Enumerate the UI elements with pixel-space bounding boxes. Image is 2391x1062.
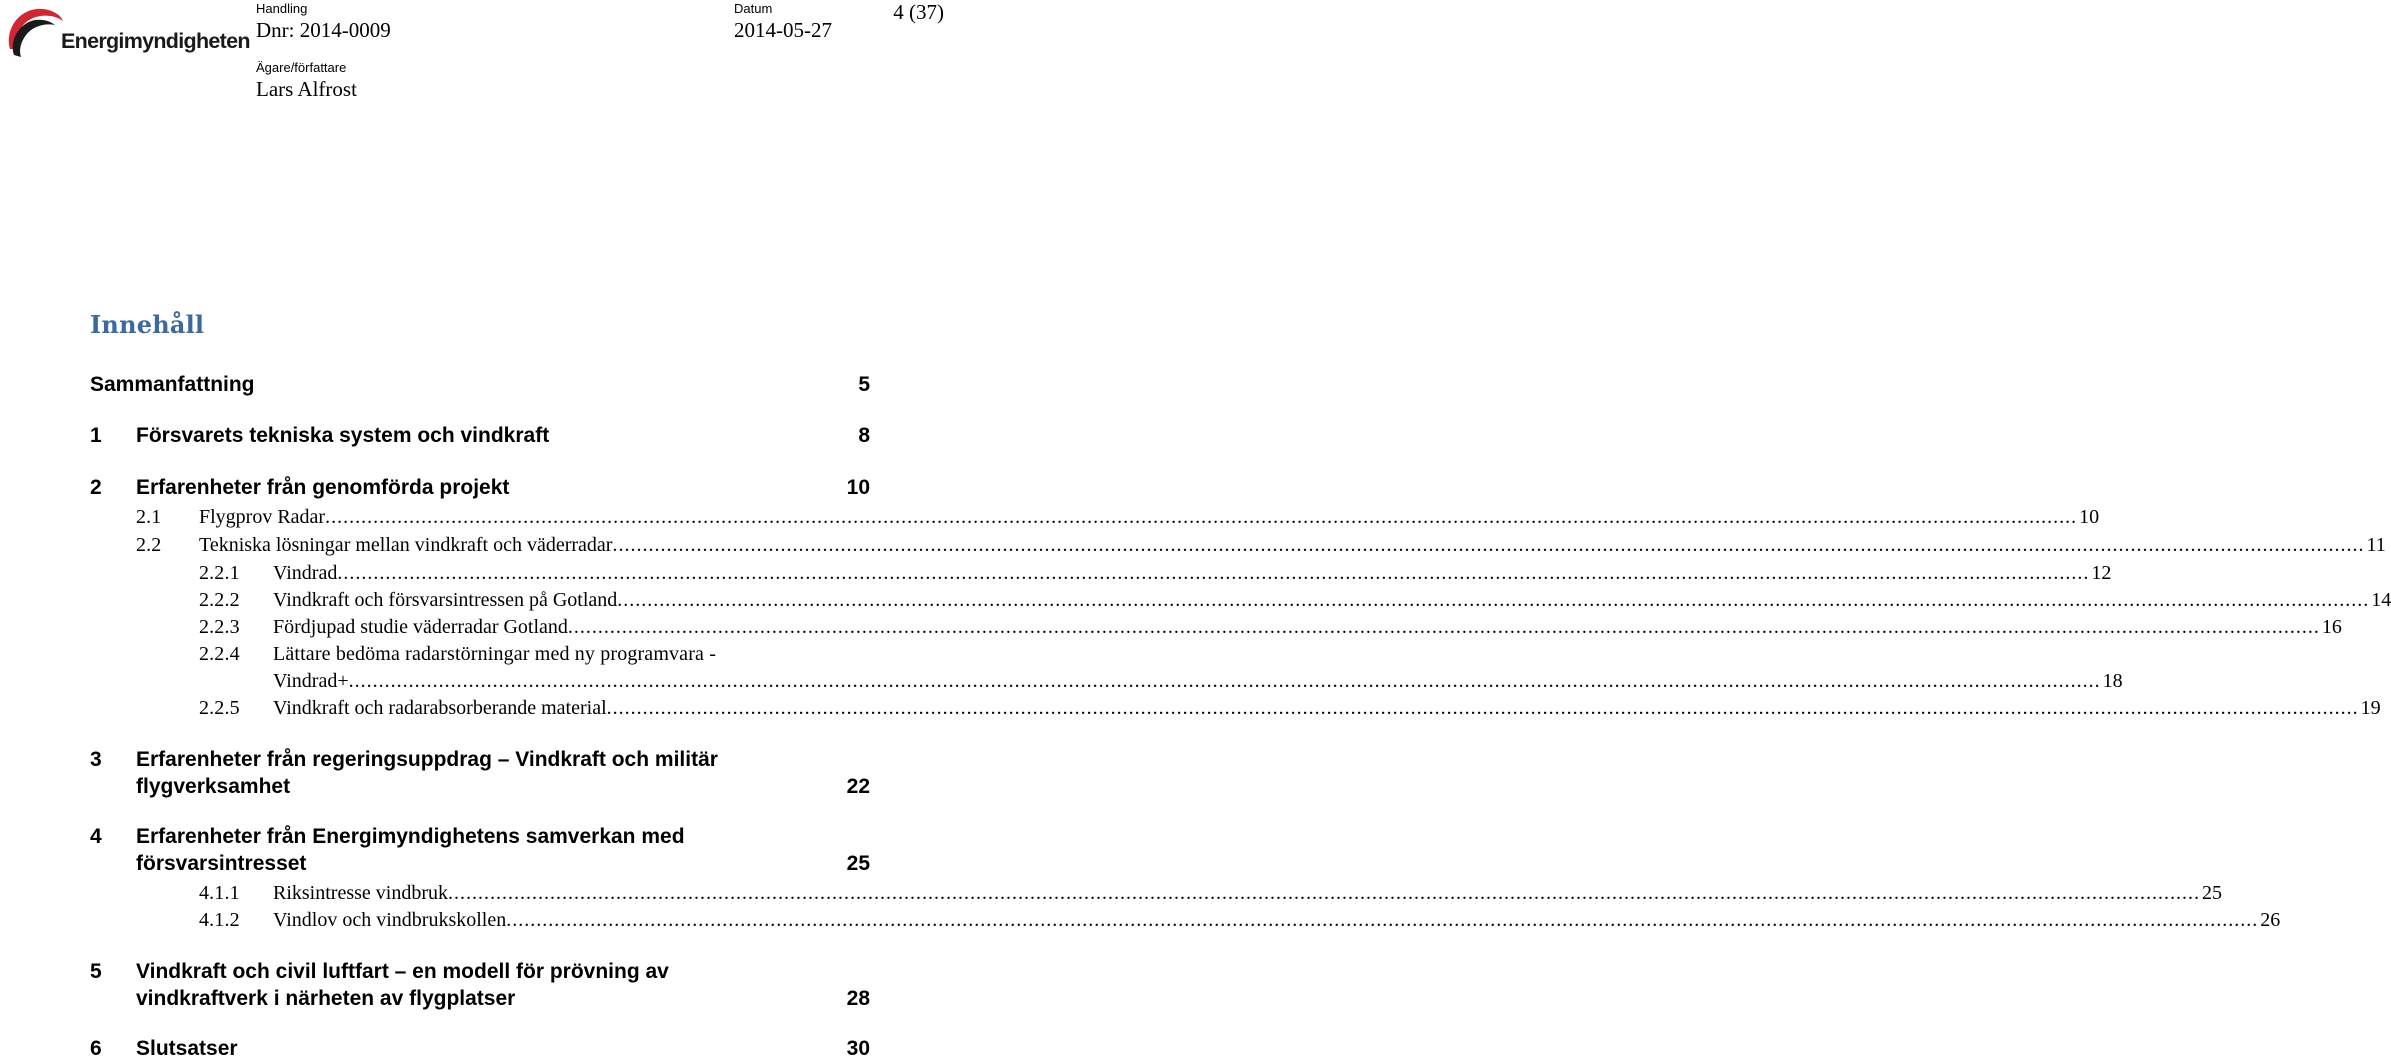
toc-entry-2-2-1[interactable] xyxy=(273,560,2112,586)
toc-entry-title: Vindkraft och radarabsorberande material xyxy=(273,697,607,719)
toc-entry-2-2-2[interactable] xyxy=(273,587,2391,613)
toc-entry-title: Flygprov Radar xyxy=(199,506,326,528)
toc-entry-number: 2.2 xyxy=(136,534,162,556)
toc-entry-title: Vindlov och vindbrukskollen xyxy=(273,909,507,931)
toc-entry-page: 16 xyxy=(2321,616,2342,638)
toc-entry-page: 22 xyxy=(846,775,870,798)
toc-entry-title: Vindkraft och försvarsintressen på Gotland xyxy=(273,589,618,611)
toc-entry-4-1-1[interactable] xyxy=(273,880,2222,906)
toc-entry-title: Sammanfattning xyxy=(90,373,255,396)
toc-entry-page: 11 xyxy=(2366,534,2386,556)
toc-heading: Innehåll xyxy=(90,310,205,339)
toc-entry-title-line2: Vindrad+ xyxy=(273,670,349,692)
toc-entry-number: 6 xyxy=(90,1037,102,1060)
toc-entry-page: 19 xyxy=(2360,697,2381,719)
toc-entry-2-2[interactable] xyxy=(199,532,2386,558)
toc-entry-title-line1: Erfarenheter från regeringsuppdrag – Vindkraft och militär xyxy=(136,748,718,771)
toc-leader-dots: .................................................................................................................................................................................................................................................................................................... xyxy=(337,562,2090,584)
toc-entry-title: Vindrad xyxy=(273,562,338,584)
toc-entry-title: Erfarenheter från genomförda projekt xyxy=(136,476,510,499)
toc-entry-title: Försvarets tekniska system och vindkraft xyxy=(136,424,550,447)
toc-entry-page: 8 xyxy=(858,424,870,447)
toc-entry-number: 4.1.1 xyxy=(199,882,240,904)
toc-leader-dots: .................................................................................................................................................................................................................................................................................................... xyxy=(606,697,2359,719)
toc-leader-dots: .................................................................................................................................................................................................................................................................................................... xyxy=(325,506,2078,528)
owner-name: Lars Alfrost xyxy=(256,77,357,101)
toc-entry-2-2-3[interactable] xyxy=(273,614,2342,640)
toc-entry-number: 3 xyxy=(90,748,102,771)
toc-entry-page: 12 xyxy=(2091,562,2112,584)
toc-entry-number: 2.2.1 xyxy=(199,562,240,584)
toc-entry-number: 2.2.3 xyxy=(199,616,240,638)
toc-leader-dots: .................................................................................................................................................................................................................................................................................................... xyxy=(617,589,2370,611)
toc-entry-number: 4.1.2 xyxy=(199,909,240,931)
toc-entry-number: 2.2.2 xyxy=(199,589,240,611)
document-number: Dnr: 2014-0009 xyxy=(256,18,391,42)
toc-entry-page: 10 xyxy=(846,476,870,499)
datum-label: Datum xyxy=(734,1,773,16)
document-date: 2014-05-27 xyxy=(734,18,832,42)
toc-entry-4-1-2[interactable] xyxy=(273,907,2281,933)
toc-entry-page: 25 xyxy=(2202,882,2222,904)
logo-swoosh-icon xyxy=(5,5,67,61)
toc-entry-number: 2 xyxy=(90,476,102,499)
toc-entry-2-2-4[interactable] xyxy=(273,668,2123,694)
toc-leader-dots: .................................................................................................................................................................................................................................................................................................... xyxy=(612,534,2365,556)
toc-entry-title-line2: försvarsintresset xyxy=(136,852,307,875)
toc-entry-2-2-5[interactable] xyxy=(273,695,2381,721)
toc-leader-dots: .................................................................................................................................................................................................................................................................................................... xyxy=(567,616,2320,638)
toc-entry-title: Tekniska lösningar mellan vindkraft och väderradar xyxy=(199,534,613,556)
toc-entry-number: 2.1 xyxy=(136,506,162,528)
toc-leader-dots: .................................................................................................................................................................................................................................................................................................... xyxy=(448,882,2200,904)
toc-leader-dots: .................................................................................................................................................................................................................................................................................................... xyxy=(506,909,2259,931)
logo-wordmark: Energimyndigheten xyxy=(61,29,250,53)
toc-entry-page: 5 xyxy=(858,373,870,396)
toc-entry-number: 4 xyxy=(90,825,102,848)
toc-entry-number: 1 xyxy=(90,424,102,447)
toc-entry-title: Fördjupad studie väderradar Gotland xyxy=(273,616,568,638)
toc-entry-number: 2.2.4 xyxy=(199,643,240,665)
toc-entry-page: 30 xyxy=(846,1037,870,1060)
toc-leader-dots: .................................................................................................................................................................................................................................................................................................... xyxy=(348,670,2101,692)
toc-entry-title-line2: flygverksamhet xyxy=(136,775,291,798)
toc-entry-page: 26 xyxy=(2260,909,2281,931)
toc-entry-number: 2.2.5 xyxy=(199,697,240,719)
page-number: 4 (37) xyxy=(893,0,944,24)
toc-entry-page: 14 xyxy=(2371,589,2391,611)
toc-entry-title-line1: Vindkraft och civil luftfart – en modell för prövning av xyxy=(136,960,669,983)
toc-entry-title: Slutsatser xyxy=(136,1037,238,1060)
energimyndigheten-logo xyxy=(5,5,250,61)
toc-entry-title-line1: Erfarenheter från Energimyndighetens samverkan med xyxy=(136,825,685,848)
toc-entry-title: Riksintresse vindbruk xyxy=(273,882,448,904)
toc-entry-page: 10 xyxy=(2079,506,2100,528)
toc-entry-title-line2: vindkraftverk i närheten av flygplatser xyxy=(136,987,516,1010)
owner-label: Ägare/författare xyxy=(256,60,347,75)
toc-entry-title-line1[interactable]: Lättare bedöma radarstörningar med ny programvara - xyxy=(273,643,717,665)
toc-entry-page: 25 xyxy=(846,852,870,875)
toc-entry-2-1[interactable] xyxy=(199,504,2100,530)
toc-entry-page: 28 xyxy=(846,987,870,1010)
toc-entry-page: 18 xyxy=(2102,670,2123,692)
toc-entry-number: 5 xyxy=(90,960,102,983)
handling-label: Handling xyxy=(256,1,308,16)
